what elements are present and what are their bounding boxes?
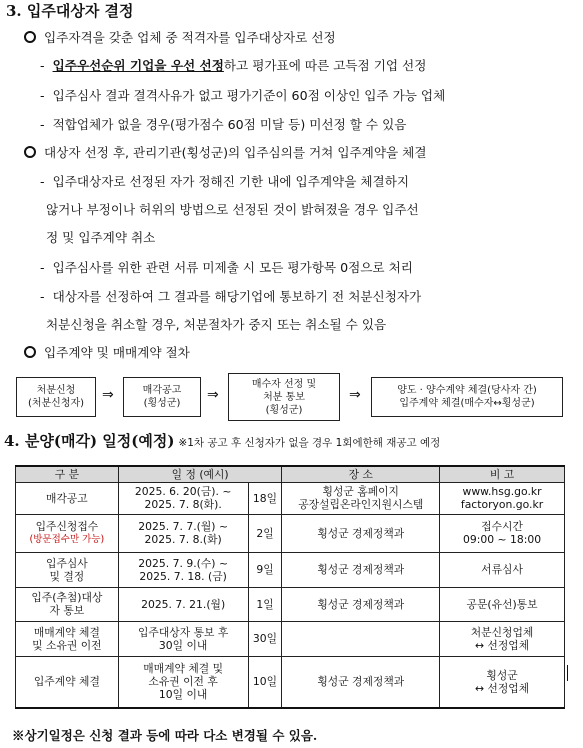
visit-only-note: (방문접수만 가능) — [29, 534, 105, 545]
bullet-2-dash-3-text-1: 대상자를 선정하여 그 결과를 해당기업에 통보하기 전 처분신청자가 — [52, 289, 422, 304]
header-category: 구 분 — [16, 466, 119, 482]
flow-step-4-line-2: 입주계약 체결(매수자↔횡성군) — [399, 398, 535, 409]
cell-location: 횡성군 경제정책과 — [282, 514, 440, 552]
flow-step-4-line-1: 양도 · 양수계약 체결(당사자 간) — [397, 385, 537, 396]
bullet-3-text: 입주계약 및 매매계약 절차 — [44, 345, 190, 360]
bullet-3 — [24, 344, 190, 362]
cell-dates: 2025. 7. 7.(월) ~ 2025. 7. 8.(화) — [118, 514, 248, 552]
bullet-2-dash-1-text-1: 입주대상자로 선정된 자가 정해진 기한 내에 입주계약을 체결하지 — [52, 174, 410, 189]
flow-step-1-line-1: 처분신청 — [36, 385, 76, 396]
bullet-1-text: 입주자격을 갖춘 업체 중 적격자를 입주대상자로 선정 — [44, 30, 336, 45]
table-row — [16, 621, 565, 656]
cell-dates: 입주대상자 통보 후 30일 이내 — [118, 621, 248, 656]
cell-category: 입주신청접수 (방문접수만 가능) — [16, 514, 119, 552]
bullet-1-dash-1-rest: 하고 평가표에 따른 고득점 기업 선정 — [223, 58, 427, 73]
cell-days: 10일 — [248, 656, 282, 708]
cell-dates: 2025. 6. 20(금). ~ 2025. 7. 8(화). — [118, 482, 248, 514]
cell-remarks: 서류심사 — [440, 552, 565, 587]
header-location: 장 소 — [282, 466, 440, 482]
cell-location: 횡성군 경제정책과 — [282, 587, 440, 621]
cell-location: 횡성군 홈페이지 공장설립온라인지원시스템 — [282, 482, 440, 514]
cell-remarks: 접수시간 09:00 ~ 18:00 — [440, 514, 565, 552]
flow-step-2-line-1: 매각공고 — [142, 385, 182, 396]
cell-category: 입주심사 및 결정 — [16, 552, 119, 587]
cell-category: 매각공고 — [16, 482, 119, 514]
cell-category: 매매계약 체결 및 소유권 이전 — [16, 621, 119, 656]
bullet-2-dash-1-line-2: 않거나 부정이나 허위의 방법으로 선정된 것이 밝혀졌을 경우 입주선 — [46, 202, 419, 217]
bullet-2-dash-2-text: 입주심사를 위한 관련 서류 미제출 시 모든 평가항목 0점으로 처리 — [52, 260, 413, 275]
bullet-2-dash-2: - 입주심사를 위한 관련 서류 미제출 시 모든 평가항목 0점으로 처리 — [40, 260, 413, 275]
cell-location — [282, 621, 440, 656]
flow-step-3-line-1: 매수자 선정 및 — [251, 378, 317, 390]
flow-step-buyer-selection — [228, 373, 340, 421]
circle-bullet-icon — [24, 146, 36, 158]
section-4-title — [4, 430, 440, 451]
header-schedule: 일 정 (예시) — [118, 466, 282, 482]
cell-dates: 매매계약 체결 및 소유권 이전 후 10일 이내 — [118, 656, 248, 708]
flow-step-2-line-2: (횡성군) — [143, 398, 181, 409]
section-3-title: 3. 입주대상자 결정 — [6, 2, 134, 20]
bullet-2 — [24, 144, 427, 162]
cell-days: 9일 — [248, 552, 282, 587]
flow-step-3-line-2: 처분 통보 — [263, 391, 305, 403]
footnote: ※상기일정은 신청 결과 등에 따라 다소 변경될 수 있음. — [12, 728, 318, 743]
bullet-1 — [24, 29, 336, 47]
cell-days: 1일 — [248, 587, 282, 621]
cell-location: 횡성군 경제정책과 — [282, 552, 440, 587]
flow-step-sale-notice — [123, 377, 201, 417]
bullet-2-dash-1-line-3: 정 및 입주계약 취소 — [46, 230, 156, 245]
flow-arrow-icon: ⇒ — [207, 387, 219, 403]
cell-location: 횡성군 경제정책과 — [282, 656, 440, 708]
flow-step-3-line-3: (횡성군) — [265, 404, 303, 416]
cell-category: 입주계약 체결 — [16, 656, 119, 708]
bullet-1-dash-2-text: 입주심사 결과 결격사유가 없고 평가기준이 60점 이상인 입주 가능 업체 — [52, 88, 446, 103]
bullet-1-dash-2: - 입주심사 결과 결격사유가 없고 평가기준이 60점 이상인 입주 가능 업체 — [40, 88, 446, 103]
flow-arrow-icon: ⇒ — [102, 387, 114, 403]
table-row — [16, 552, 565, 587]
table-row — [16, 514, 565, 552]
text-cursor — [567, 665, 568, 681]
header-remarks: 비 고 — [440, 466, 565, 482]
cell-days: 30일 — [248, 621, 282, 656]
cell-remarks: 처분신청업체 ↔ 선정업체 — [440, 621, 565, 656]
cell-category: 입주(추첨)대상 자 통보 — [16, 587, 119, 621]
cell-dates: 2025. 7. 9.(수) ~ 2025. 7. 18. (금) — [118, 552, 248, 587]
cell-days: 2일 — [248, 514, 282, 552]
bullet-1-dash-3-text: 적합업체가 없을 경우(평가점수 60점 미달 등) 미선정 할 수 있음 — [52, 117, 407, 132]
flow-step-application — [16, 377, 96, 417]
table-row — [16, 656, 565, 708]
bullet-2-text: 대상자 선정 후, 관리기관(횡성군)의 입주심의를 거쳐 입주계약을 체결 — [44, 145, 427, 160]
cell-dates: 2025. 7. 21.(월) — [118, 587, 248, 621]
table-row — [16, 482, 565, 514]
bullet-2-dash-1-line-1: - 입주대상자로 선정된 자가 정해진 기한 내에 입주계약을 체결하지 — [40, 174, 410, 189]
circle-bullet-icon — [24, 346, 36, 358]
priority-underline-text: 입주우선순위 기업을 우선 선정 — [52, 58, 224, 73]
section-4-note: ※1차 공고 후 신청자가 없을 경우 1회에한해 재공고 예정 — [178, 437, 441, 449]
cell-remarks: 공문(유선)통보 — [440, 587, 565, 621]
bullet-1-dash-3: - 적합업체가 없을 경우(평가점수 60점 미달 등) 미선정 할 수 있음 — [40, 117, 407, 132]
circle-bullet-icon — [24, 31, 36, 43]
flow-arrow-icon: ⇒ — [349, 387, 361, 403]
cell-remarks: www.hsg.go.kr factoryon.go.kr — [440, 482, 565, 514]
schedule-table — [15, 465, 565, 709]
table-header-row — [16, 466, 565, 482]
section-4-title-text: 4. 분양(매각) 일정(예정) — [4, 432, 175, 450]
bullet-2-dash-3-line-1: - 대상자를 선정하여 그 결과를 해당기업에 통보하기 전 처분신청자가 — [40, 289, 422, 304]
bullet-2-dash-3-line-2: 처분신청을 취소할 경우, 처분절차가 중지 또는 취소될 수 있음 — [46, 317, 387, 332]
flow-step-contract — [371, 377, 563, 417]
flow-step-1-line-2: (처분신청자) — [27, 398, 85, 409]
table-row — [16, 587, 565, 621]
cell-days: 18일 — [248, 482, 282, 514]
cell-remarks: 횡성군 ↔ 선정업체 — [440, 656, 565, 708]
bullet-1-dash-1: - 입주우선순위 기업을 우선 선정하고 평가표에 따른 고득점 기업 선정 — [40, 58, 427, 73]
